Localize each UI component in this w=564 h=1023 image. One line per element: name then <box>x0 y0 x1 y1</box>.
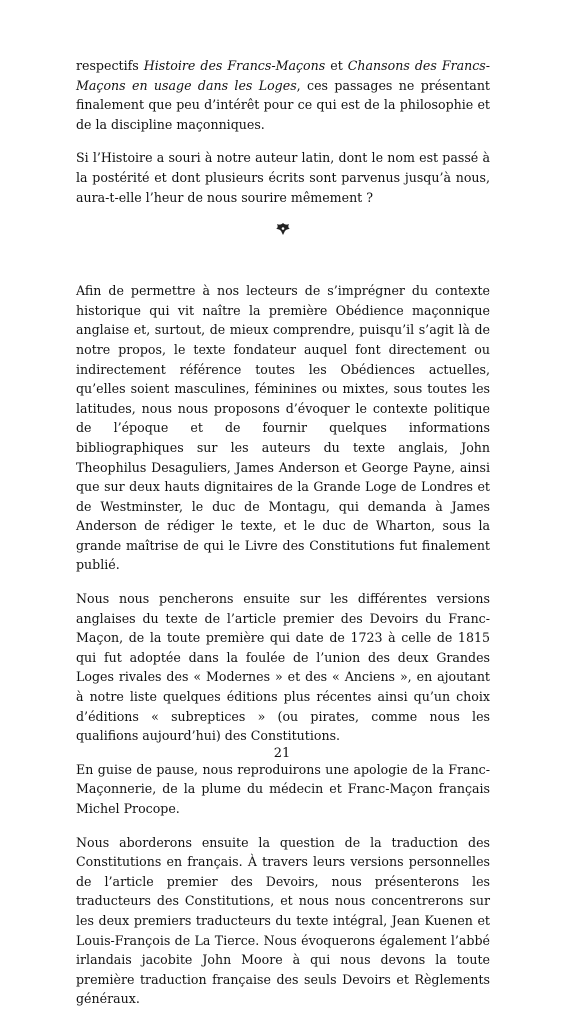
paragraph-5: En guise de pause, nous reproduirons une apologie de la Franc-Maçonnerie, de la plume du médecin et Franc-Maçon français Michel Procope. <box>76 761 490 816</box>
page-number: 21 <box>273 746 291 761</box>
page-body <box>76 56 490 1023</box>
section-ornament <box>76 221 490 239</box>
paragraph-1 <box>76 56 490 134</box>
text-run: et <box>325 58 348 73</box>
paragraph-2: Si l’Histoire a souri à notre auteur latin, dont le nom est passé à la postérité et dont plusieurs écrits sont parvenus jusqu’à nous, aura-t-elle l’heur de nous sourire mêmement ? <box>76 150 490 205</box>
text-run: , ces passages ne présentant finalement que peu d’intérêt pour ce qui est de la philosophie et de la discipline maçonniques. <box>76 77 490 132</box>
paragraph-3: Afin de permettre à nos lecteurs de s’imprégner du contexte historique qui vit naître la première Obédience maçonnique anglaise et, surtout, de mieux comprendre, puisqu’il s’agit là de notre propos, le texte fondateur auquel font directement ou indirectement référence toutes les Obédiences actuelles, qu’elles soient masculines, féminines ou mixtes, sous toutes les latitudes, nous nous proposons d’évoquer le contexte politique de l’époque et de fournir quelques informations bibliographiques sur les auteurs du texte anglais, John Theophilus Desaguliers, James Anderson et George Payne, ainsi que sur deux hauts dignitaires de la Grande Loge de Londres et de Westminster, le duc de Montagu, qui demanda à James Anderson de rédiger le texte, et le duc de Wharton, sous la grande maîtrise de qui le Livre des Constitutions fut finalement publié. <box>76 283 490 573</box>
text-run: respectifs <box>76 58 144 73</box>
book-title-history: Histoire des Francs-Maçons <box>143 58 326 73</box>
paragraph-4: Nous nous pencherons ensuite sur les différentes versions anglaises du texte de l’article premier des Devoirs du Franc-Maçon, de la toute première qui date de 1723 à celle de 1815 qui fut adoptée dans la foulée de l’union des deux Grandes Loges rivales des « Modernes » et des « Anciens », en ajoutant à notre liste quelques éditions plus récentes ainsi qu’un choix d’éditions « subreptices » (ou pirates, comme nous les qualifions aujourd’hui) des Constitutions. <box>76 591 490 744</box>
paragraph-6: Nous aborderons ensuite la question de la traduction des Constitutions en français. À travers leurs versions personnelles de l’article premier des Devoirs, nous présenterons les traducteurs des Constitutions, et nous nous concentrerons sur les deux premiers traducteurs du texte intégral, Jean Kuenen et Louis-François de La Tierce. Nous évoquerons également l’abbé irlandais jacobite John Moore à qui nous devons la toute première traduction française des seuls Devoirs et Règlements généraux. <box>76 834 490 1007</box>
book-title-songs: Chansons des Francs-Maçons en usage dans les Loges <box>76 58 490 93</box>
fleuron-icon <box>274 221 292 237</box>
